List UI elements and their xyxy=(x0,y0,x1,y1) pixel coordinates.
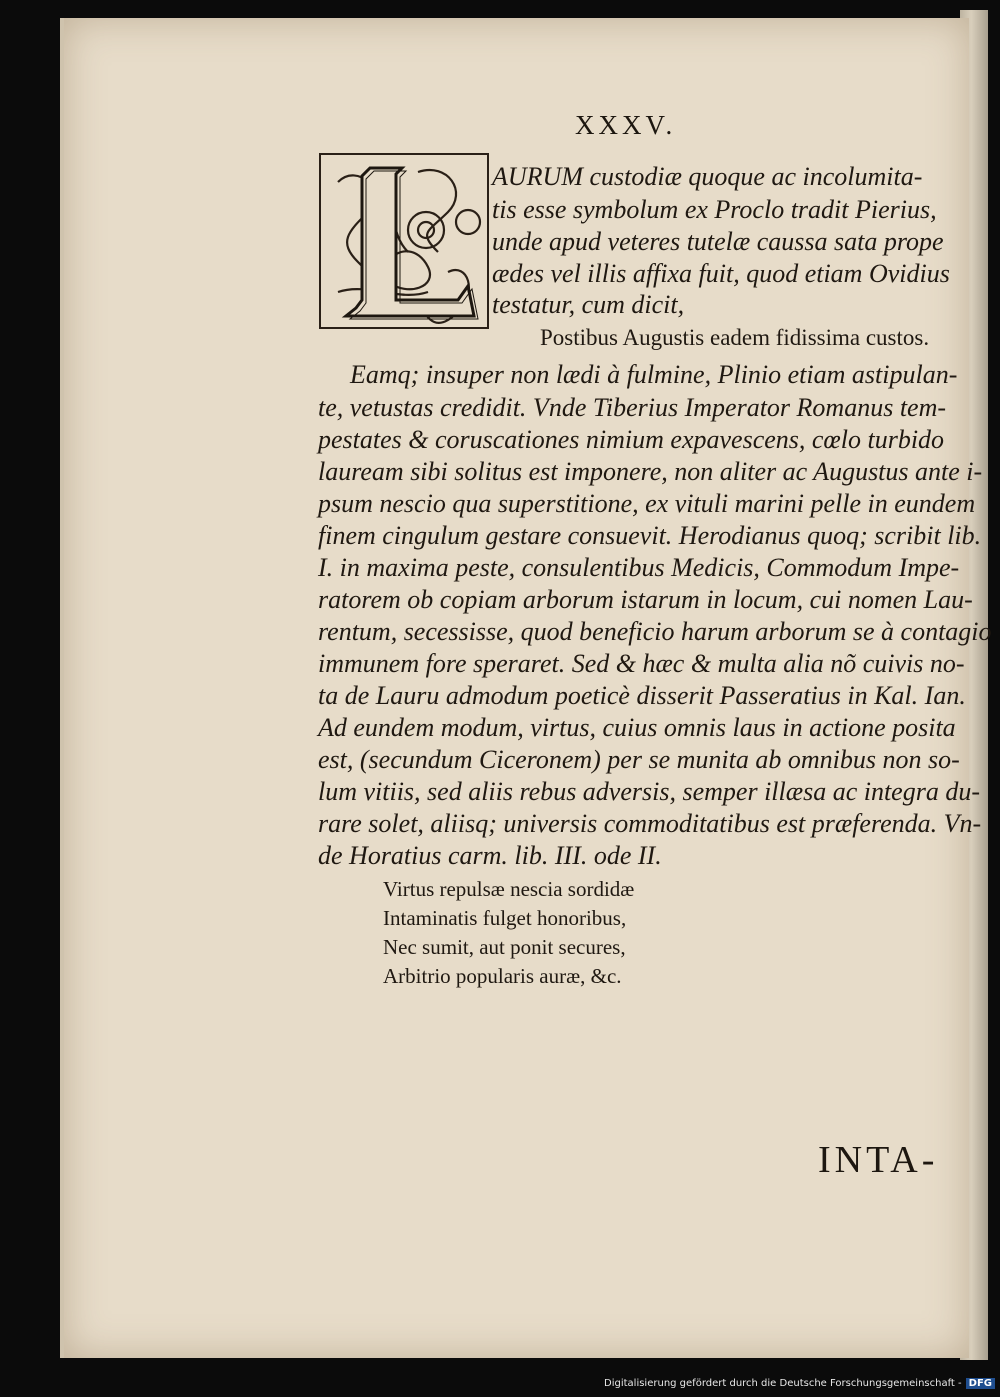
text-line: de Horatius carm. lib. III. ode II. xyxy=(318,841,662,870)
text-line: tis esse symbolum ex Proclo tradit Pierius, xyxy=(492,195,937,224)
text-line: Eamq; insuper non lædi à fulmine, Plinio etiam astipulan- xyxy=(350,360,958,389)
text-line: AURUM custodiæ quoque ac incolumita- xyxy=(492,162,923,191)
text-line: psum nescio qua superstitione, ex vituli marini pelle in eundem xyxy=(318,489,976,518)
text-line: testatur, cum dicit, xyxy=(492,290,685,319)
verse-line: Arbitrio popularis auræ, &c. xyxy=(383,964,622,988)
text-line: lauream sibi solitus est imponere, non aliter ac Augustus ante i- xyxy=(318,457,983,486)
decorated-initial-l-icon xyxy=(318,152,490,330)
text-line: finem cingulum gestare consuevit. Herodianus quoq; scribit lib. xyxy=(318,521,982,550)
text-line: pestates & coruscationes nimium expavescens, cœlo turbido xyxy=(318,425,945,454)
digitization-footer xyxy=(580,1378,995,1394)
page-heading: XXXV. xyxy=(575,110,677,140)
text-line: I. in maxima peste, consulentibus Medicis, Commodum Impe- xyxy=(318,553,960,582)
verse-line: Virtus repulsæ nescia sordidæ xyxy=(383,877,635,901)
text-line: rentum, secessisse, quod beneficio harum arborum se à contagio xyxy=(318,617,992,646)
verse-line: Nec sumit, aut ponit secures, xyxy=(383,935,626,959)
text-line: unde apud veteres tutelæ caussa sata prope xyxy=(492,227,944,256)
quote-line: Postibus Augustis eadem fidissima custos. xyxy=(540,325,930,350)
text-line: immunem fore speraret. Sed & hæc & multa alia nõ cuivis no- xyxy=(318,649,965,678)
text-line: Ad eundem modum, virtus, cuius omnis laus in actione posita xyxy=(318,713,956,742)
text-line: ratorem ob copiam arborum istarum in locum, cui nomen Lau- xyxy=(318,585,973,614)
footer-text: Digitalisierung gefördert durch die Deutsche Forschungsgemeinschaft - xyxy=(604,1378,962,1389)
text-line: lum vitiis, sed aliis rebus adversis, semper illæsa ac integra du- xyxy=(318,777,980,806)
text-line: rare solet, aliisq; universis commoditatibus est præferenda. Vn- xyxy=(318,809,982,838)
verse-line: Intaminatis fulget honoribus, xyxy=(383,906,627,930)
text-line: ædes vel illis affixa fuit, quod etiam Ovidius xyxy=(492,259,950,288)
catchword: INTA- xyxy=(818,1139,939,1181)
dfg-logo: DFG xyxy=(966,1378,995,1389)
text-line: est, (secundum Ciceronem) per se munita ab omnibus non so- xyxy=(318,745,960,774)
text-line: te, vetustas credidit. Vnde Tiberius Imperator Romanus tem- xyxy=(318,393,947,422)
text-line: ta de Lauru admodum poeticè disserit Passeratius in Kal. Ian. xyxy=(318,681,966,710)
